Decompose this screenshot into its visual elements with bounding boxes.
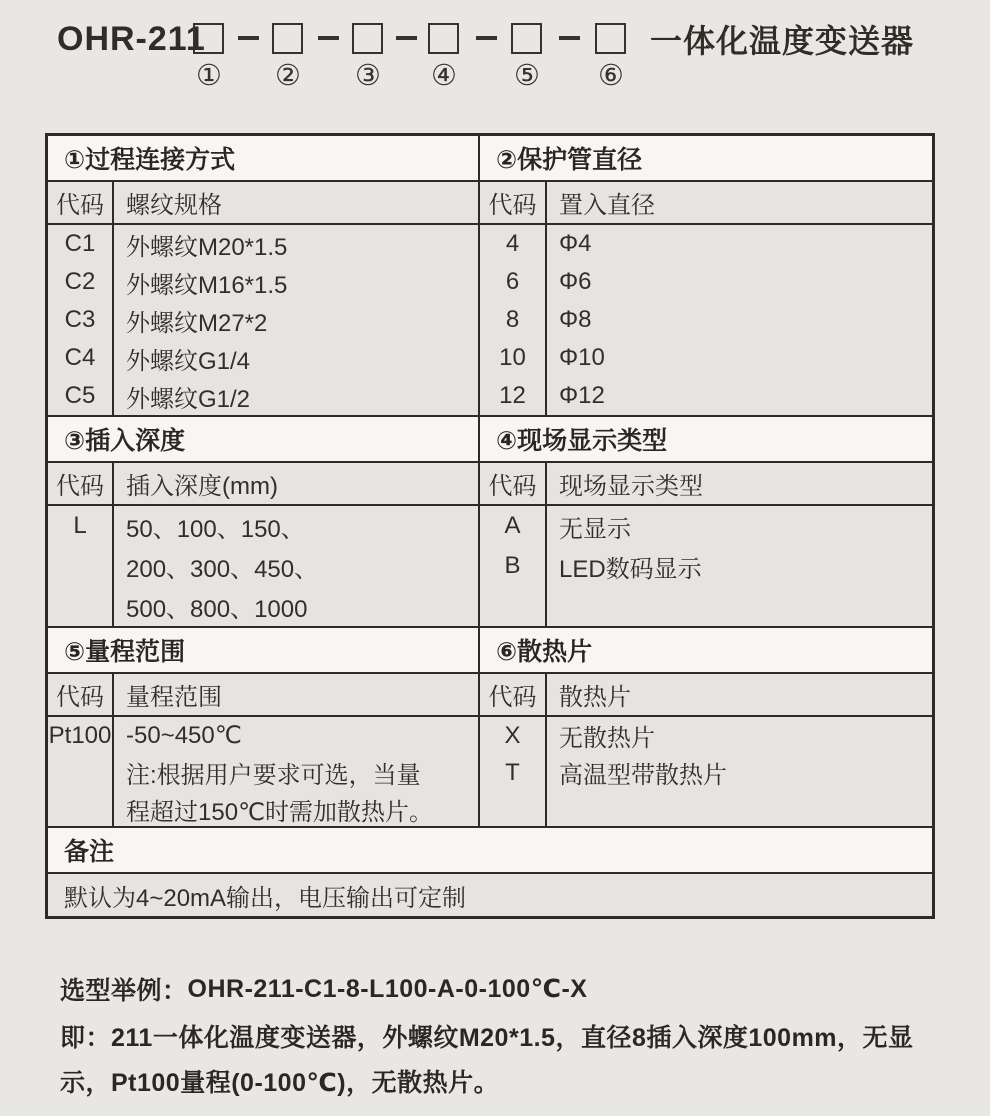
position-number-2: ② (275, 58, 301, 92)
code-cell: T (505, 758, 520, 786)
section-title-process-connection: ①过程连接方式 (64, 146, 236, 174)
section-title-row-3-4 (48, 417, 932, 463)
selection-example-line (60, 966, 587, 1011)
position-number-6: ⑥ (598, 58, 624, 92)
dash-separator (238, 36, 259, 40)
code-cell: C3 (64, 306, 96, 333)
code-header: 代码 (56, 684, 104, 711)
remark-title: 备注 (64, 838, 115, 866)
value-line: 50、100、150、 (126, 515, 305, 543)
value-header: 插入深度(mm) (126, 473, 278, 500)
section-title-display-type: ④现场显示类型 (496, 427, 668, 455)
model-code-box-5 (511, 23, 542, 54)
position-number-1: ① (196, 58, 222, 92)
model-code-box-1 (193, 23, 224, 54)
code-cell: 10 (499, 344, 526, 371)
selection-example-description-line-1: 即：211一体化温度变送器，外螺纹M20*1.5，直径8插入深度100mm，无显 (60, 1023, 914, 1052)
value-header: 置入直径 (559, 192, 655, 219)
section-title-heat-sink: ⑥散热片 (496, 638, 593, 666)
code-cell: B (504, 552, 521, 579)
selection-example-label: 选型举例： (60, 976, 188, 1005)
section-title-range: ⑤量程范围 (64, 638, 186, 666)
code-cell: C5 (64, 382, 96, 409)
remark-title-row (48, 828, 932, 874)
code-cell: C2 (64, 268, 96, 295)
position-number-5: ⑤ (514, 58, 540, 92)
section-title-insertion-depth: ③插入深度 (64, 427, 186, 455)
section-title-protection-tube-diameter: ②保护管直径 (496, 146, 643, 174)
section-title-row-5-6 (48, 628, 932, 674)
model-code-box-6 (595, 23, 626, 54)
value-line: -50~450℃ (126, 722, 242, 749)
value-header: 现场显示类型 (559, 473, 703, 500)
value-header: 量程范围 (126, 684, 222, 711)
value-header: 螺纹规格 (126, 192, 222, 219)
value-line: 注:根据用户要求可选，当量 (126, 762, 421, 789)
code-header: 代码 (488, 192, 537, 219)
value-cell: 无散热片 (559, 725, 655, 752)
value-cell: Φ4 (559, 230, 592, 257)
data-rows-1-2 (48, 225, 932, 417)
value-line: 500、800、1000 (126, 595, 308, 623)
model-number: OHR-211 (57, 20, 206, 58)
column-header-row-1-2 (48, 182, 932, 225)
code-cell: 8 (505, 306, 520, 333)
value-cell: 外螺纹G1/2 (126, 385, 251, 413)
value-header: 散热片 (559, 684, 631, 711)
position-number-3: ③ (355, 58, 381, 92)
code-header: 代码 (56, 473, 104, 500)
code-cell: Pt100 (48, 721, 112, 749)
code-header: 代码 (488, 473, 537, 500)
value-line: 200、300、450、 (126, 555, 319, 583)
data-rows-5-6 (48, 717, 932, 828)
dash-separator (318, 36, 339, 40)
dash-separator (559, 36, 580, 40)
code-cell: C1 (64, 230, 96, 257)
selection-example-description-line-2: 示，Pt100量程(0-100℃)，无散热片。 (60, 1068, 500, 1097)
column-header-row-5-6 (48, 674, 932, 717)
section-title-row-1-2 (48, 136, 932, 182)
value-cell: Φ10 (559, 344, 605, 371)
value-cell: 外螺纹G1/4 (126, 347, 251, 375)
code-cell: L (73, 512, 87, 539)
value-line: 程超过150℃时需加散热片。 (126, 799, 433, 826)
code-cell: 4 (505, 230, 520, 257)
remark-content: 默认为4~20mA输出，电压输出可定制 (64, 884, 467, 912)
value-cell: LED数码显示 (559, 555, 702, 583)
model-code-box-3 (352, 23, 383, 54)
model-code-box-2 (272, 23, 303, 54)
value-cell: 无显示 (559, 515, 631, 543)
remark-content-row (48, 874, 932, 916)
value-cell: 外螺纹M27*2 (126, 309, 268, 337)
code-cell: C4 (64, 344, 96, 371)
code-cell: 12 (499, 382, 526, 409)
selection-example-code: OHR-211-C1-8-L100-A-0-100℃-X (187, 974, 588, 1003)
code-cell: A (504, 512, 521, 539)
data-rows-3-4 (48, 506, 932, 628)
code-cell: X (504, 721, 521, 749)
value-cell: Φ8 (559, 306, 592, 333)
selection-table (45, 133, 935, 919)
column-header-row-3-4 (48, 463, 932, 506)
value-cell: Φ12 (559, 382, 605, 409)
value-cell: 外螺纹M20*1.5 (126, 233, 288, 261)
code-header: 代码 (56, 192, 104, 219)
value-cell: 高温型带散热片 (559, 762, 727, 789)
dash-separator (476, 36, 497, 40)
position-number-4: ④ (431, 58, 457, 92)
code-header: 代码 (488, 684, 537, 711)
value-cell: 外螺纹M16*1.5 (126, 271, 288, 299)
product-name: 一体化温度变送器 (650, 23, 915, 59)
value-cell: Φ6 (559, 268, 592, 295)
dash-separator (396, 36, 417, 40)
code-cell: 6 (505, 268, 520, 295)
model-code-box-4 (428, 23, 459, 54)
